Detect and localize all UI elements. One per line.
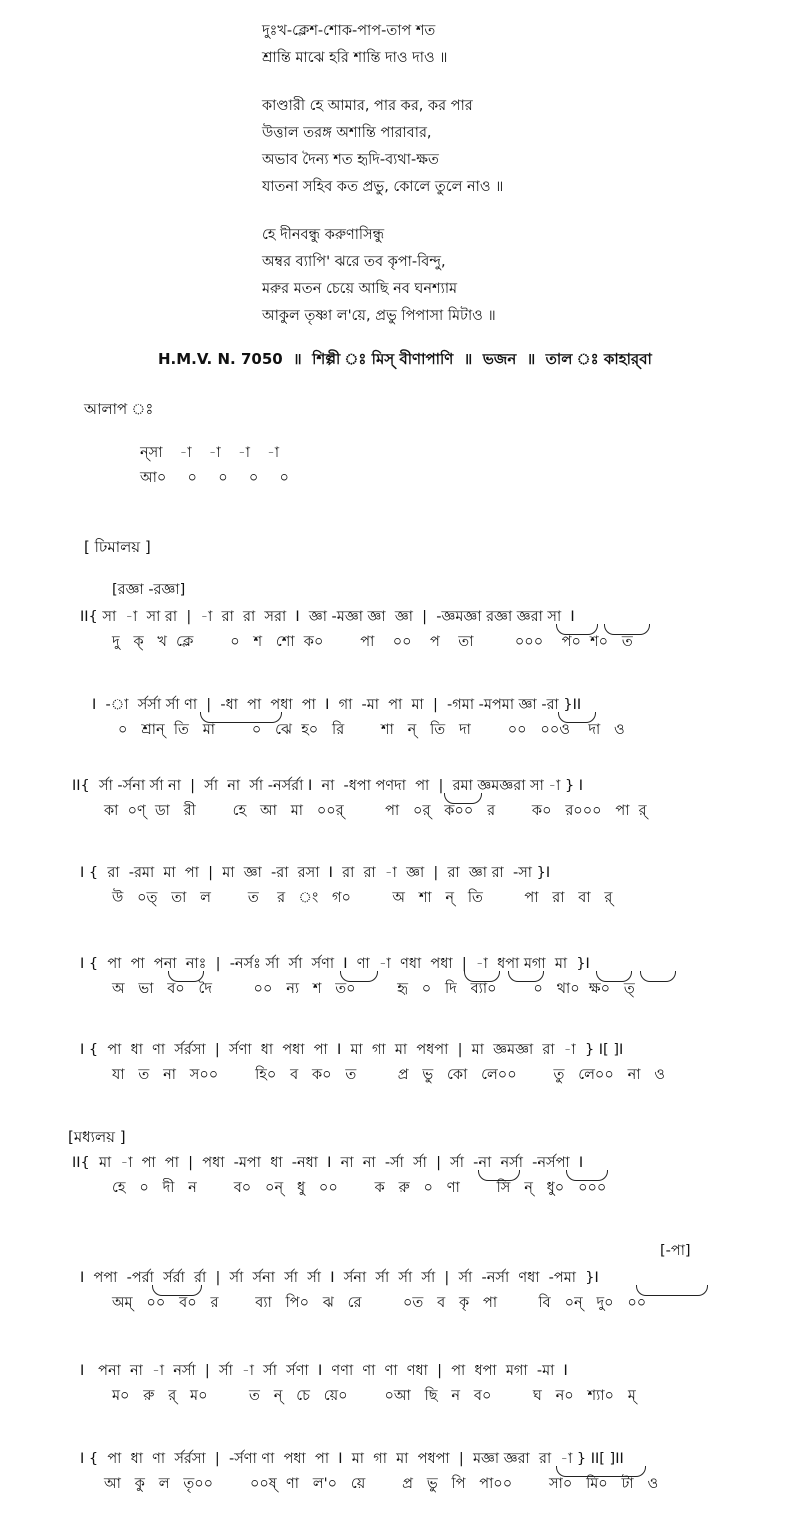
slur-mark [152, 1285, 202, 1296]
slur-mark [464, 971, 500, 982]
slur-mark [640, 971, 676, 982]
notation-row-3-lyrics: কা ০ণ্ ডা রী হে আ মা ০০র্ পা ০র্ ক০০ র ক০ র০০০ পা র্ [104, 803, 647, 819]
slur-mark [478, 1170, 520, 1181]
notation-row-10-lyrics: আ কু ল তৃ০০ ০০ষ্ ণা ল'০ য়ে প্র ভু পি পা০০ সা০ মি০ টা ও [104, 1476, 659, 1492]
notation-row-7-swaras: II{ মা -া পা পা | পধা -মপা ধা -নধা I না না -র্সা র্সা | র্সা -না নর্সা -নর্সপা I [72, 1155, 584, 1171]
slur-mark [566, 1170, 608, 1181]
variant-marker-1: [রজ্ঞা -রজ্ঞা] [112, 582, 186, 598]
stanza-2-line-2: উত্তাল তরঙ্গ অশান্তি পারাবার, [262, 125, 432, 141]
tempo-medium-label: [মধ্যলয় ] [68, 1128, 126, 1146]
notation-row-1-lyrics: দু ক্ খ ক্লে ০ শ শো ক০ পা ০০ প তা ০০০ প০ শ০ ত [112, 634, 633, 650]
slur-mark [636, 1285, 708, 1296]
slur-mark [508, 971, 544, 982]
tempo-slow-label: [ ঢিমালয় ] [84, 538, 151, 556]
slur-mark [168, 971, 204, 982]
slur-mark [340, 971, 378, 982]
alap-lyrics: আ০ ০ ০ ০ ০ [140, 470, 289, 486]
notation-row-7-lyrics: হে ০ দী ন ব০ ০ন্ ধু ০০ ক রু ০ ণা সি ন্ ধু০ ০০০ [112, 1180, 607, 1196]
slur-mark [556, 624, 598, 635]
notation-row-1-swaras: II{ সা -া সা রা | -া রা রা সরা I জ্ঞা -মজ্ঞা জ্ঞা জ্ঞা | -জ্ঞমজ্ঞা রজ্ঞা জ্ঞরা সা I [80, 609, 575, 625]
slur-mark [558, 712, 596, 723]
stanza-3-line-4: আকুল তৃষ্ণা ল'য়ে, প্রভু পিপাসা মিটাও ॥ [262, 308, 496, 324]
stanza-2-line-1: কাণ্ডারী হে আমার, পার কর, কর পার [262, 98, 473, 114]
slur-mark [444, 793, 482, 804]
alap-swaras: ন্‌সা -া -া -া -া [140, 445, 280, 461]
slur-mark [604, 624, 650, 635]
stanza-3-line-2: অম্বর ব্যাপি' ঝরে তব কৃপা-বিন্দু, [262, 254, 446, 270]
notation-row-6-swaras: I { পা ধা ণা র্সর্রসা | র্সণা ধা পধা পা I মা গা মা পধপা | মা জ্ঞমজ্ঞা রা -া } I[ ]I [80, 1042, 624, 1058]
alap-label: আলাপ ঃ [84, 400, 154, 418]
stanza-3-line-1: হে দীনবন্ধু করুণাসিন্ধু [262, 227, 385, 243]
notation-row-9-swaras: I পনা না -া নর্সা | র্সা -া র্সা র্সণা I ণণা ণা ণা ণধা | পা ধপা মগা -মা I [80, 1363, 568, 1379]
notation-row-5-swaras: I { পা পা পনা নাঃ | -নর্সঃ র্সা র্সা র্সণা I ণা -া ণধা পধা | -া ধপা মগা মা }I [80, 956, 590, 972]
notation-row-6-lyrics: যা ত না স০০ হি০ ব ক০ ত প্র ভু কো লে০০ তু লে০০ না ও [112, 1067, 665, 1083]
notation-row-10-swaras: I { পা ধা ণা র্সর্রসা | -র্সণা ণা পধা পা I মা গা মা পধপা | মজ্ঞা জ্ঞরা রা -া } II[ ]II [80, 1451, 624, 1467]
stanza-2-line-4: যাতনা সহিব কত প্রভু, কোলে তুলে নাও ॥ [262, 179, 504, 195]
stanza-1-line-2: শ্রান্তি মাঝে হরি শান্তি দাও দাও ॥ [262, 50, 448, 66]
stanza-1-line-1: দুঃখ-ক্লেশ-শোক-পাপ-তাপ শত [262, 23, 436, 39]
stanza-3-line-3: মরুর মতন চেয়ে আছি নব ঘনশ্যাম [262, 281, 458, 297]
stanza-2-line-3: অভাব দৈন্য শত হৃদি-ব্যথা-ক্ষত [262, 152, 439, 168]
notation-row-2-lyrics: ০ শ্রান্ তি মা ০ ঝে হ০ রি শা ন্ তি দা ০০ ০০ও দা ও [118, 722, 625, 738]
slur-mark [556, 1466, 646, 1477]
notation-row-4-lyrics: উ ০ত্ তা ল ত র ং গ০ অ শা ন্ তি পা রা বা র্ [112, 890, 613, 906]
notation-row-3-swaras: II{ র্সা -র্সনা র্সা না | র্সা না র্সা -নর্সর্রা I না -ধপা পণদা পা | রমা জ্ঞমজ্ঞরা সা -া } I [72, 778, 584, 794]
slur-mark [200, 712, 282, 723]
notation-row-8-swaras: I পপা -পর্রা র্সর্রা র্রা | র্সা র্সনা র্সা র্সা I র্সনা র্সা র্সা র্সা | র্সা -নর্সা ণধা -পমা }I [80, 1270, 599, 1286]
notation-row-2-swaras: I -া র্সর্সা র্সা ণা | -ধা পা পধা পা I গা -মা পা মা | -গমা -মপমা জ্ঞা -রা }II [92, 697, 582, 713]
notation-row-9-lyrics: ম০ রু র্ ম০ ত ন্ চে য়ে০ ০আ ছি ন ব০ ঘ ন০ শ্যা০ ম্ [112, 1388, 636, 1404]
record-info: H.M.V. N. 7050 ॥ শিল্পী ঃ মিস্ বীণাপাণি ॥ ভজন ॥ তাল ঃ কাহার্‌বা [158, 350, 652, 368]
variant-marker-2: [-পা] [660, 1243, 691, 1259]
slur-mark [596, 971, 632, 982]
notation-row-5-lyrics: অ ভা ব০ দৈ ০০ ন্য শ ত০ হৃ ০ দি ব্যা০ ০ থা০ ক্ষ০ ত্ [112, 981, 635, 997]
notation-row-8-lyrics: অম্ ০০ ব০ র ব্যা পি০ ঝ রে ০ত ব কৃ পা বি ০ন্ দু০ ০০ [112, 1295, 647, 1311]
notation-row-4-swaras: I { রা -রমা মা পা | মা জ্ঞা -রা রসা I রা রা -া জ্ঞা | রা জ্ঞা রা -সা }I [80, 865, 551, 881]
